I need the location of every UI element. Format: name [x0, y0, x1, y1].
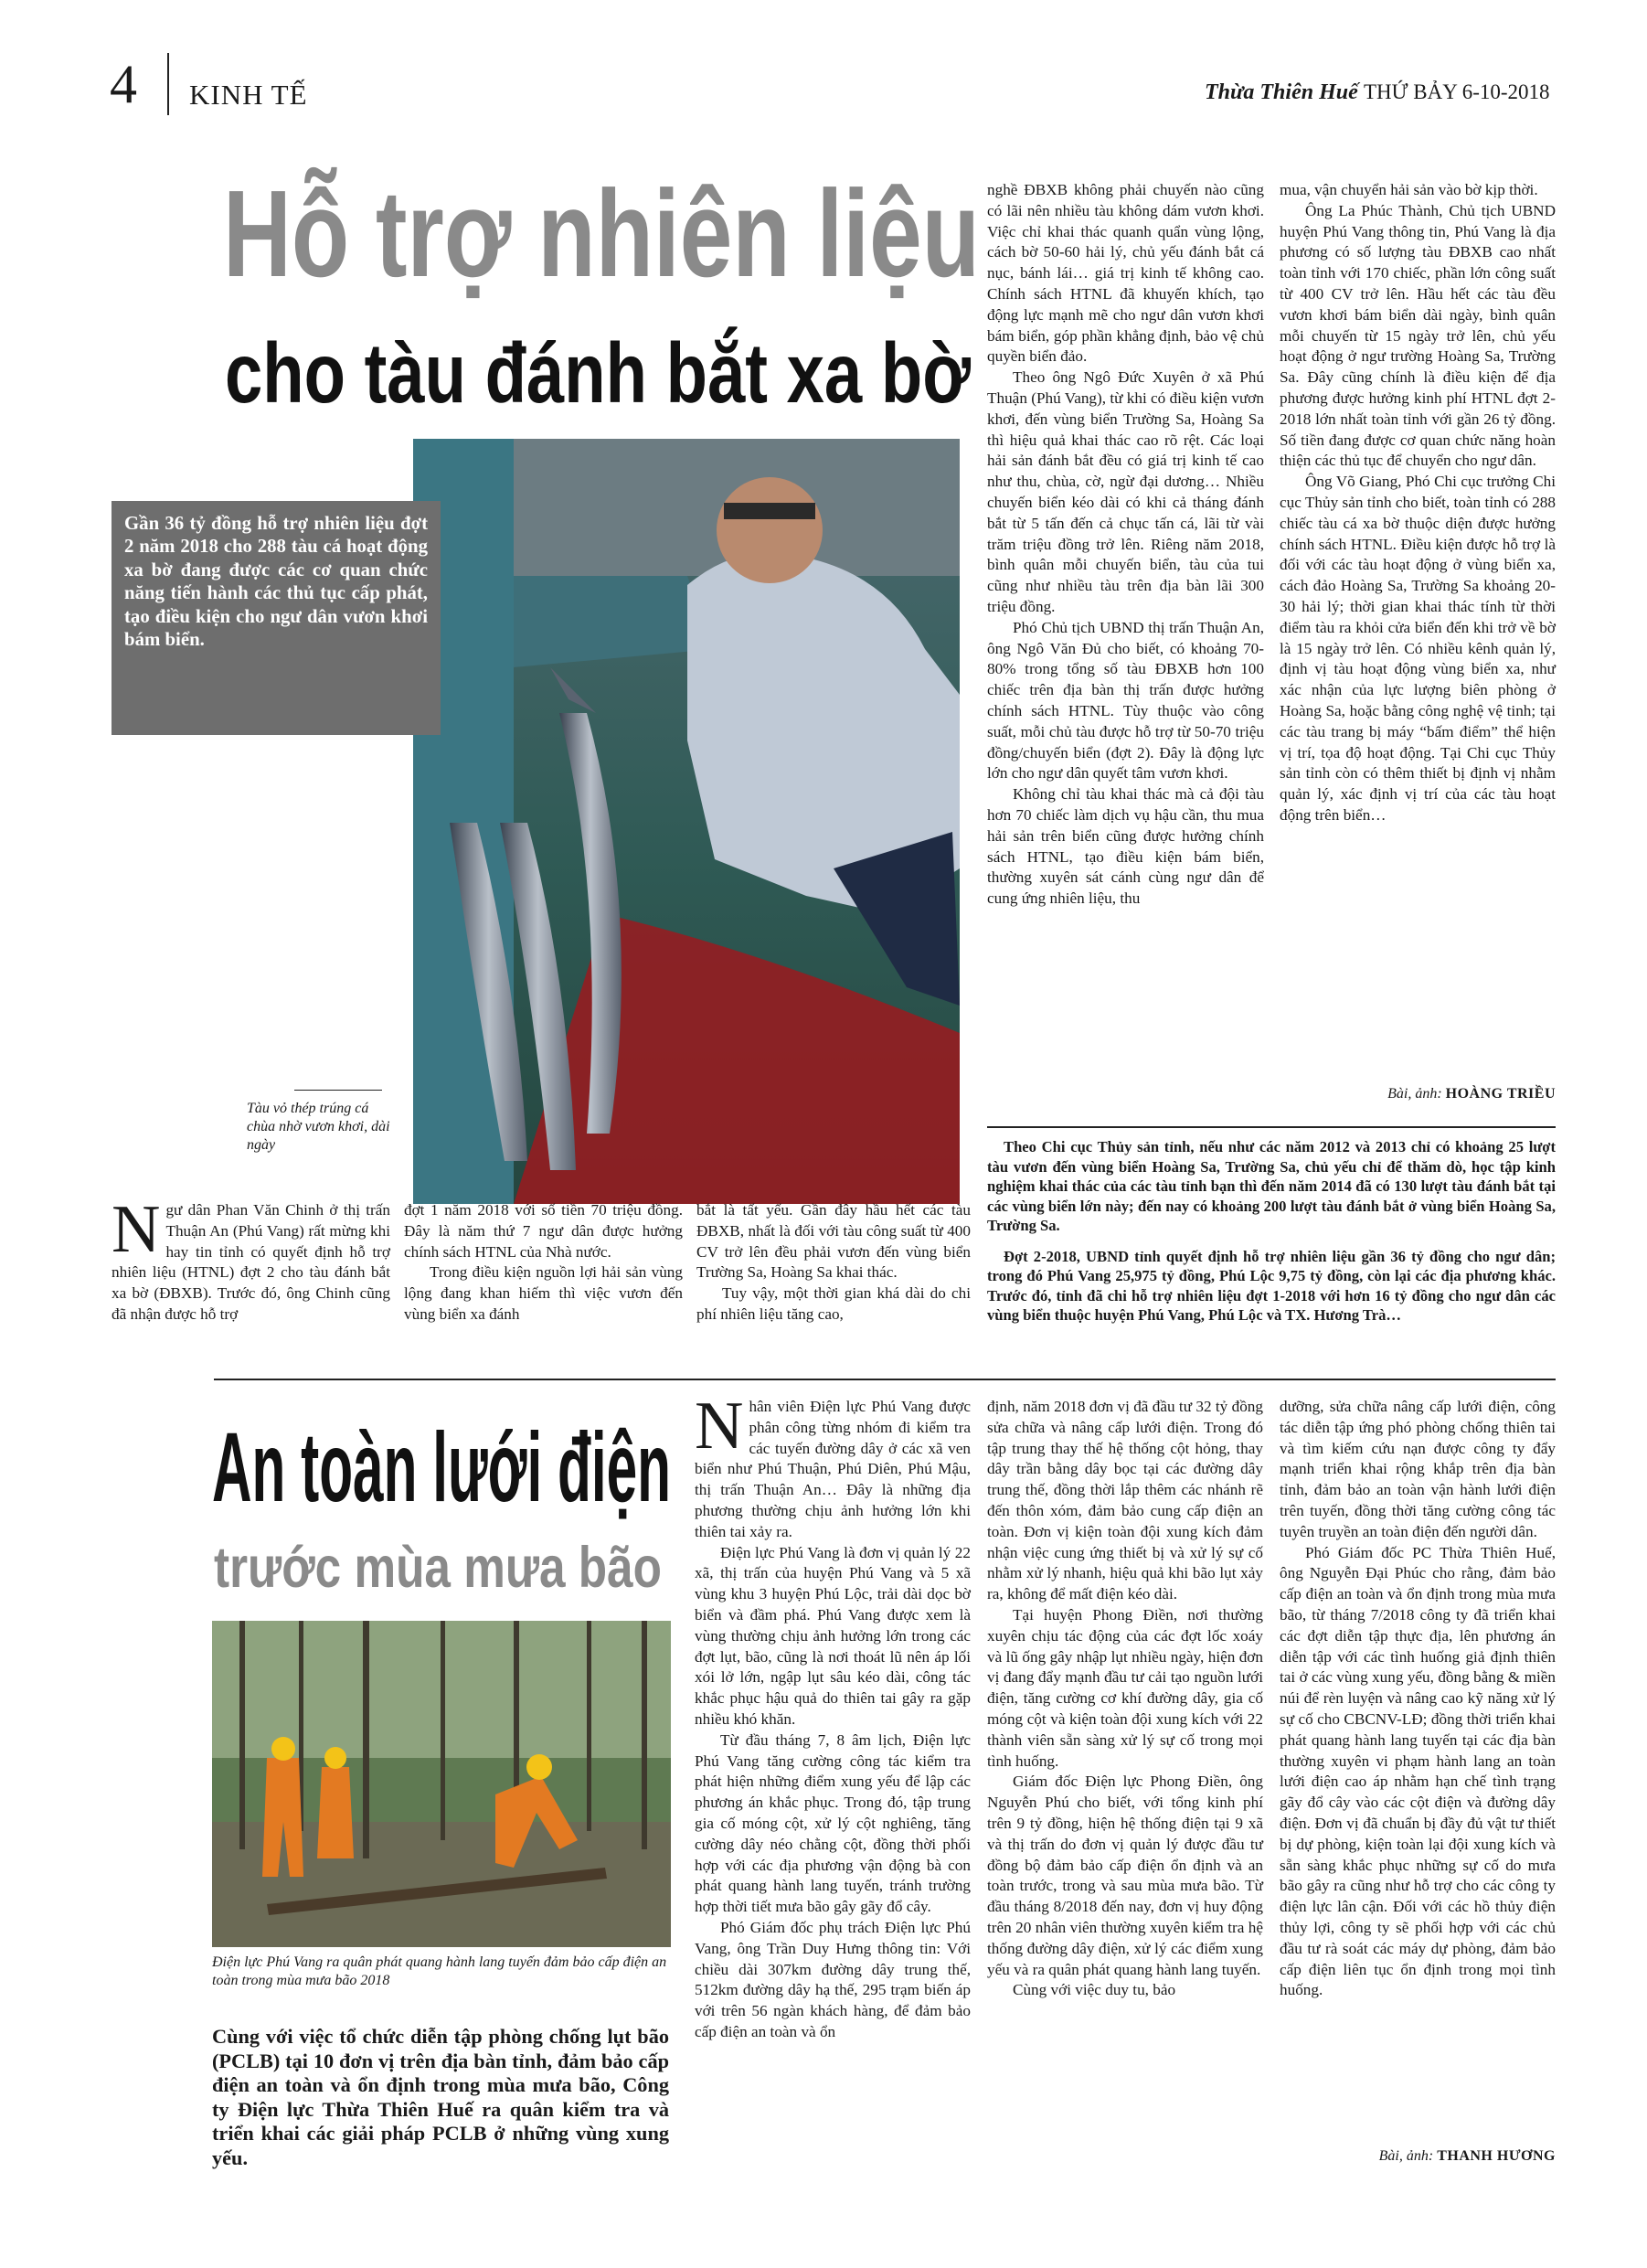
issue-date: THỨ BẢY 6-10-2018: [1364, 80, 1550, 103]
article2-col2-p3: Giám đốc Điện lực Phong Điền, ông Nguyễn Phú cho biết, với tổng kinh phí trên 9 tỷ đồng, hiện hệ thống điện tại 9 xã và thị trấn do đơn vị quản lý được đầu tư đồng bộ đảm bảo cấp điện ổn định và an toàn trước, trong và sau mùa mưa bão. Từ đầu tháng 8/2018 đến nay, đơn vị huy động trên 20 nhân viên thường xuyên kiểm tra hệ thống đường dây điện, xử lý các điểm xung yếu và ra quân phát quang hành lang tuyến.: [987, 1773, 1263, 1978]
article1-title-line1: Hỗ trợ nhiên liệu: [223, 165, 980, 303]
page-number: 4: [110, 54, 137, 114]
article2-col3-p2: Phó Giám đốc PC Thừa Thiên Huế, ông Nguyễn Đại Phúc cho rằng, đảm bảo cấp điện an toàn và ổn định trong mùa mưa bão, từ tháng 7/2018 công ty đã triển khai các đợt diễn tập thực địa, lên phương án diễn tập với các tình huống giả định thiên tai ở các vùng xung yếu, đồng bằng & miền núi để rèn luyện và nâng cao kỹ năng xử lý sự cố cho CBCNV-LĐ; đồng thời triển khai phát quang hành lang tuyến tại các địa bàn thường xuyên vi phạm hành lang an toàn lưới điện cao áp nhằm hạn chế tình trạng gãy đổ cây vào các cột điện và đường dây điện. Đơn vị đã chuẩn bị đầy đủ vật tư thiết bị dự phòng, kiện toàn lại đội xung kích và sẵn sàng khắc phục những sự cố do mưa bão gây ra cũng như hỗ trợ cho các công ty điện lực lân cận. Đối với các hồ thủy điện thủy lợi, công ty sẽ phối hợp với các chủ đầu tư rà soát các máy dự phòng, đảm bảo cấp điện liên tục ổn định trong mọi tình huống.: [1280, 1543, 1556, 1999]
infobox-p2: Đợt 2-2018, UBND tỉnh quyết định hỗ trợ nhiên liệu gần 36 tỷ đồng cho ngư dân; trong đó Phú Vang 25,975 tỷ đồng, Phú Lộc 9,75 tỷ đồng, còn lại các địa phương khác. Trước đó, tỉnh đã chi hỗ trợ nhiên liệu đợt 1-2018 với hơn 16 tỷ đồng cho ngư dân các vùng biển thuộc huyện Phú Vang, Phú Lộc và TX. Hương Trà…: [987, 1247, 1556, 1324]
infobox-top-rule: [987, 1126, 1556, 1128]
article1-title-line2: cho tàu đánh bắt xa bờ: [225, 325, 972, 421]
article1-col1-p1: gư dân Phan Văn Chinh ở thị trấn Thuận An (Phú Vang) rất mừng khi hay tin tỉnh có quyết định hỗ trợ nhiên liệu (HTNL) đợt 2 cho tàu đánh bắt xa bờ (ĐBXB). Trước đó, ông Chinh cũng đã nhận được hỗ trợ: [112, 1201, 390, 1323]
article1-col5-p1: mua, vận chuyển hải sản vào bờ kịp thời.: [1280, 181, 1538, 198]
article1-byline-prefix: Bài, ảnh:: [1387, 1086, 1442, 1102]
article2-col1-p4: Phó Giám đốc phụ trách Điện lực Phú Vang, ông Trần Duy Hưng thông tin: Với chiều dài 307km đường dây trung thế, 512km đường dây hạ thế, 295 trạm biến áp với trên 56 ngàn khách hàng, để đảm bảo cấp điện an toàn và ổn: [695, 1918, 971, 2040]
article2-byline-prefix: Bài, ảnh:: [1378, 2148, 1434, 2164]
article2-col1-p2: Điện lực Phú Vang là đơn vị quản lý 22 xã, thị trấn của huyện Phú Vang và 5 xã vùng khu 3 huyện Phú Lộc, trải dài dọc bờ biển và đầm phá. Phú Vang được xem là vùng thường chịu ảnh hưởng lớn trong các đợt lụt, bão, cũng là nơi thoát lũ nên áp lối xói lở lớn, ngập lụt sâu kéo dài, công tác khắc phục hậu quả do thiên tai gây ra gặp nhiều khó khăn.: [695, 1543, 971, 1728]
article2-photo: [212, 1621, 671, 1947]
section-name: KINH TẾ: [189, 79, 308, 111]
article1-infobox: [987, 1137, 1556, 1336]
article1-col4-p3: Phó Chủ tịch UBND thị trấn Thuận An, ông Ngô Văn Đủ cho biết, có khoảng 70-80% trong tổng số tàu ĐBXB hơn 100 chiếc trên địa bàn thị trấn được hưởng chính sách HTNL. Tùy thuộc vào công suất, mỗi chủ tàu được hỗ trợ từ 50-70 triệu đồng/chuyến biển (đợt 2). Đây là động lực lớn cho ngư dân quyết tâm vươn khơi.: [987, 618, 1264, 783]
article1-col2: [404, 1200, 683, 1326]
article2-col1-p1: hân viên Điện lực Phú Vang được phân công từng nhóm đi kiểm tra các tuyến đường dây ở các xã ven biển như Phú Thuận, Phú Diên, Phú Mậu, thị trấn Thuận An… Đây là những địa phương thường chịu ảnh hưởng lớn khi thiên tai xảy ra.: [695, 1398, 971, 1540]
article1-col4: [987, 180, 1264, 910]
article1-col1: [112, 1192, 390, 1326]
article2-col3: [1280, 1397, 1556, 2001]
article2-col1: [695, 1389, 971, 2043]
article2-col2-p1: định, năm 2018 đơn vị đã đầu tư 32 tỷ đồng sửa chữa và nâng cấp lưới điện. Trong đó tập trung thay thế hệ thống cột hỏng, thay dây trần bằng dây bọc tại các đường dây trung thế, đồng thời lắp thêm các nhánh rẽ đến thôn xóm, đảm bảo cung cấp điện an toàn. Đơn vị kiện toàn đội xung kích đảm nhận việc cung ứng thiết bị và xử lý sự cố nhằm xử lý nhanh, hiệu quả khi bão lụt xảy ra, không để mất điện kéo dài.: [987, 1398, 1263, 1603]
article1-col4-p1: nghề ĐBXB không phải chuyến nào cũng có lãi nên nhiều tàu không dám vươn khơi. Việc chỉ khai thác quanh quẩn vùng lộng, cách bờ 50-60 hải lý, chủ yếu đánh bắt cá nục, bánh lái… giá trị kinh tế không cao. Chính sách HTNL đã khuyến khích, tạo động lực mạnh mẽ cho ngư dân vươn khơi bám biển, góp phần khẳng định, bảo vệ chủ quyền biển đảo.: [987, 181, 1264, 366]
article1-col5-p2: Ông La Phúc Thành, Chủ tịch UBND huyện Phú Vang thông tin, Phú Vang là địa phương có số lượng tàu ĐBXB cao nhất toàn tỉnh với 170 chiếc, phần lớn công suất từ 400 CV trở lên. Hầu hết các tàu đều vươn khơi bám biển dài ngày, bình quân mỗi chuyến từ 15 ngày trở lên, chủ yếu hoạt động ở ngư trường Hoàng Sa, Trường Sa. Đây cũng chính là điều kiện để địa phương được hưởng kinh phí HTNL đợt 2-2018 lớn nhất toàn tỉnh với gần 26 tỷ đồng. Số tiền đang được cơ quan chức năng hoàn thiện các thủ tục để chuyển cho ngư dân.: [1280, 201, 1556, 470]
article2-col2: [987, 1397, 1263, 2001]
article2-title-line1: An toàn lưới điện: [212, 1411, 671, 1522]
article1-byline-name: HOÀNG TRIỀU: [1445, 1086, 1556, 1102]
article1-col2-p1: đợt 1 năm 2018 với số tiền 70 triệu đồng. Đây là năm thứ 7 ngư dân được hưởng chính sách HTNL của Nhà nước.: [404, 1201, 683, 1261]
article2-col3-p1: dưỡng, sửa chữa nâng cấp lưới điện, công tác diễn tập ứng phó phòng chống thiên tai và tìm kiếm cứu nạn được công ty đẩy mạnh triển khai rộng khắp trên địa bàn tỉnh, đảm bảo an toàn vận hành lưới điện trên tuyến, đồng thời tăng cường công tác tuyên truyền an toàn điện đến người dân.: [1280, 1398, 1556, 1540]
article2-title-line2: trước mùa mưa bão: [214, 1536, 662, 1600]
article1-byline: [1280, 1086, 1556, 1102]
article1-photo-caption: Tàu vỏ thép trúng cá chùa nhờ vươn khơi, dài ngày: [247, 1101, 390, 1153]
paper-name: Thừa Thiên Huế: [1205, 80, 1358, 104]
article1-col5-p3: Ông Võ Giang, Phó Chi cục trưởng Chi cục Thủy sản tỉnh cho biết, toàn tỉnh có 288 chiếc tàu cá xa bờ thuộc diện được hưởng chính sách HTNL. Điều kiện được hỗ trợ là đối với các tàu hoạt động ở vùng biển xa, cách đảo Hoàng Sa, Trường Sa khoảng 20-30 hải lý; thời gian khai thác tính từ thời điểm tàu ra khỏi cửa biển đến khi trở về bờ là 15 ngày trở lên. Có nhiều kênh quản lý, định vị tàu hoạt động vùng biển xa, như xác nhận của lực lượng biên phòng ở Hoàng Sa, hoặc bằng công nghệ vệ tinh; tại các tàu trang bị máy “bấm điểm” thể hiện vị trí, tọa độ hoạt động. Tại Chi cục Thủy sản tỉnh còn có thêm thiết bị định vị nhằm quản lý, xác định vị trí của các tàu hoạt động trên biển…: [1280, 473, 1556, 824]
article1-photo: [413, 439, 960, 1204]
article2-col2-p4: Cùng với việc duy tu, bảo: [1013, 1981, 1176, 1999]
caption-rule: [294, 1090, 382, 1091]
article2-col1-p3: Từ đầu tháng 7, 8 âm lịch, Điện lực Phú Vang tăng cường công tác kiểm tra phát hiện những điểm xung yếu để lập các phương án khắc phục. Trong đó, tập trung gia cố móng cột, xử lý cột nghiêng, tăng cường dây néo chằng cột, đồng thời phối hợp với các địa phương vận động bà con phát quang hành lang tuyến, tránh trường hợp thời tiết mưa bão gây gãy đổ cây.: [695, 1730, 971, 1916]
article2-col2-p2: Tại huyện Phong Điền, nơi thường xuyên chịu tác động của các đợt lốc xoáy và lũ ống gây nhập lụt nhiều ngày, hiện đơn vị đang đẩy mạnh đầu tư cải tạo nguồn lưới điện, tăng cường cơ khí đường dây, gia cố móng cột và kiện toàn đội xung kích với 22 thành viên sẵn sàng xử lý sự cố trong mọi tình huống.: [987, 1605, 1263, 1770]
article2-photo-caption: Điện lực Phú Vang ra quân phát quang hành lang tuyến đảm bảo cấp điện an toàn trong mùa mưa bão 2018: [212, 1954, 667, 1988]
article1-col4-p2: Theo ông Ngô Đức Xuyên ở xã Phú Thuận (Phú Vang), từ khi có điều kiện vươn khơi, đến vùng biển Trường Sa, Hoàng Sa thì hiệu quả khai thác cao rõ rệt. Các loại hải sản đánh bắt đều có giá trị kinh tế cao như thu, chùa, cờ, ngừ đại dương… Nhiều chuyến biển kéo dài có khi cả tháng đánh bắt từ 5 tấn đến cả chục tấn cá, lãi từ vài trăm triệu đồng trở lên. Riêng năm 2018, bình quân mỗi chuyến biển, tàu của tui cũng như nhiều tàu trên địa bàn lãi 300 triệu đồng.: [987, 368, 1264, 615]
article1-sapo: Gần 36 tỷ đồng hỗ trợ nhiên liệu đợt 2 năm 2018 cho 288 tàu cá hoạt động xa bờ đang được các cơ quan chức năng tiến hành các thủ tục cấp phát, tạo điều kiện cho ngư dân vươn khơi bám biển.: [124, 513, 428, 651]
article2-byline: [1280, 2148, 1556, 2165]
article2-dropcap: N: [695, 1389, 744, 1464]
article1-col3: [696, 1200, 971, 1326]
article1-col5: [1280, 180, 1556, 826]
infobox-p1: Theo Chi cục Thủy sản tỉnh, nếu như các năm 2012 và 2013 chỉ có khoảng 25 lượt tàu vươn đến vùng biển Hoàng Sa, Trường Sa, chủ yếu chỉ để thăm dò, học tập kinh nghiệm khai thác của các tàu tỉnh bạn thì đến năm 2014 đã có 130 lượt tàu đánh bắt tại các vùng biển lớn này; đến nay có khoảng 200 lượt tàu đánh bắt ở vùng biển Hoàng Sa, Trường Sa.: [987, 1138, 1556, 1234]
article1-sapo-box: [112, 501, 441, 735]
article2-byline-name: THANH HƯƠNG: [1437, 2148, 1556, 2164]
article1-col3-p2: Tuy vậy, một thời gian khá dài do chi phí nhiên liệu tăng cao,: [696, 1284, 971, 1323]
article1-dropcap: N: [112, 1192, 161, 1267]
article1-col2-p2: Trong điều kiện nguồn lợi hải sản vùng lộng đang khan hiếm thì việc vươn đến vùng biển xa đánh: [404, 1263, 683, 1323]
article-separator: [214, 1379, 1556, 1380]
article1-col4-p4: Không chỉ tàu khai thác mà cả đội tàu hơn 70 chiếc làm dịch vụ hậu cần, thu mua hải sản trên biển cũng được hưởng chính sách HTNL, tạo điều kiện bám biển, thường xuyên sát cánh cùng ngư dân để cung ứng nhiên liệu, thu: [987, 785, 1264, 908]
header-divider: [167, 53, 169, 115]
article1-col3-p1: bắt là tất yếu. Gần đây hầu hết các tàu ĐBXB, nhất là đối với tàu công suất từ 400 CV trở lên đều phải vươn đến vùng biển Trường Sa, Hoàng Sa khai thác.: [696, 1201, 971, 1282]
article1-title: [219, 155, 987, 425]
article2-sapo: Cùng với việc tổ chức diễn tập phòng chống lụt bão (PCLB) tại 10 đơn vị trên địa bàn tỉnh, đảm bảo cấp điện an toàn và ổn định trong mùa mưa bão, Công ty Điện lực Thừa Thiên Huế ra quân kiểm tra và triển khai các giải pháp PCLB ở những vùng xung yếu.: [212, 2025, 669, 2169]
article2-title: [210, 1399, 676, 1609]
